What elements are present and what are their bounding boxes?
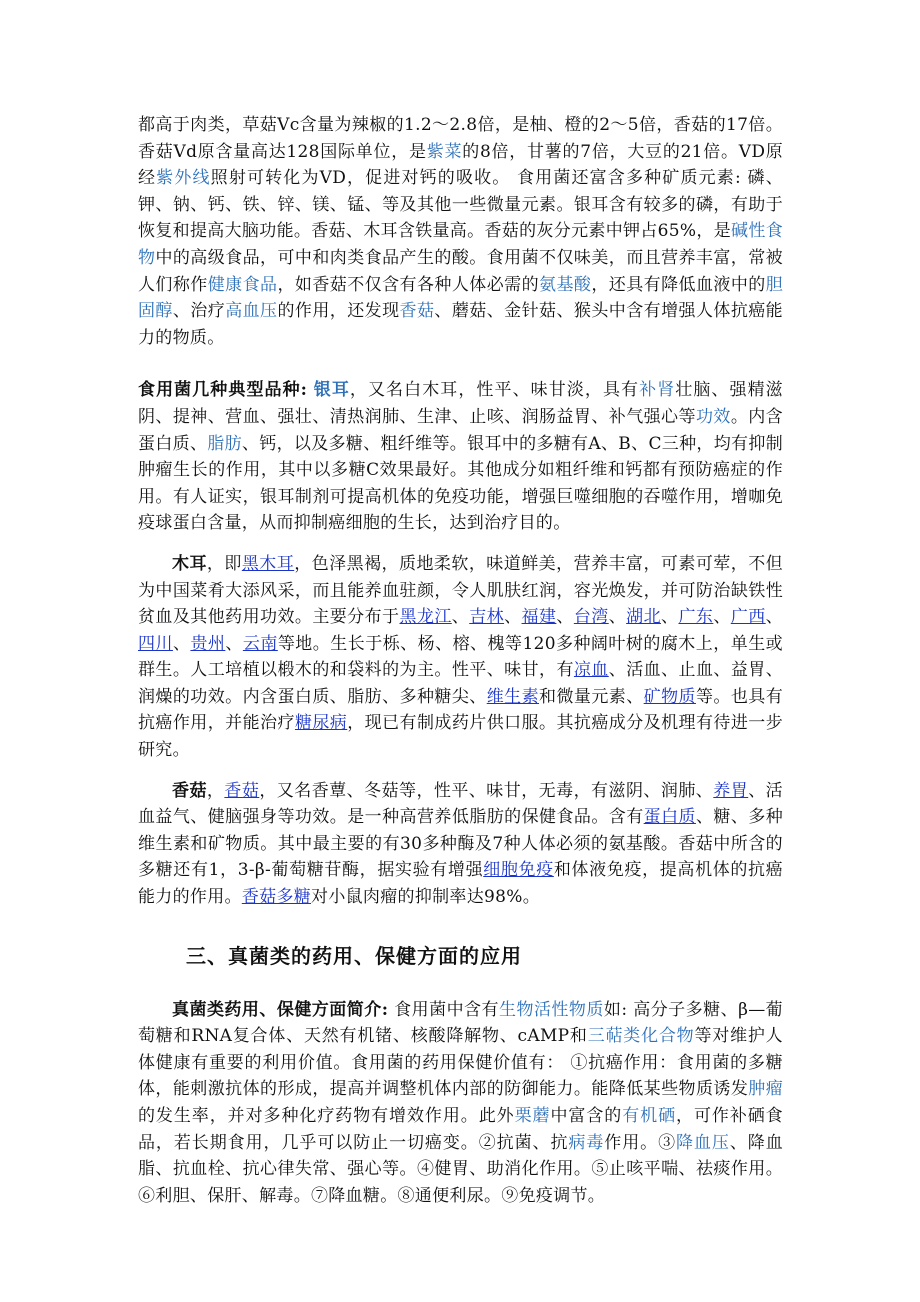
link-guangxi[interactable]: 广西 [730, 607, 766, 628]
paragraph-shiitake [138, 778, 783, 911]
text: 壮脑、强精滋阴、提神、营血、强壮、清热润肺、生津、止咳、润肠益胃、补气强心等 [138, 380, 783, 427]
link-health-food[interactable]: 健康食品 [207, 274, 278, 295]
lead-label: 真菌类药用、保健方面简介: [172, 999, 389, 1020]
separator: 、 [556, 607, 574, 628]
link-taiwan[interactable]: 台湾 [573, 607, 609, 628]
link-shiitake[interactable]: 香菇 [224, 780, 260, 801]
document-page [138, 112, 783, 1209]
text: ，可作补硒食品，若长期食用，几乎可以防止一切癌变。②抗菌、抗 [138, 1106, 783, 1153]
link-zicai[interactable]: 紫菜 [426, 141, 463, 162]
lead-label: 木耳 [172, 553, 207, 574]
link-bushen[interactable]: 补肾 [639, 380, 676, 401]
text: 的8倍，甘薯的7倍，大豆的21倍。VD原经 [138, 141, 783, 189]
text: ，即 [206, 553, 242, 574]
text: 的发生率，并对多种化疗药物有增效作用。此外 [138, 1106, 515, 1126]
link-guangdong[interactable]: 广东 [678, 607, 714, 628]
section-heading: 三、真菌类的药用、保健方面的应用 [186, 943, 522, 968]
link-jilin[interactable]: 吉林 [469, 607, 505, 628]
text: 作用。③ [604, 1132, 677, 1153]
text: 等地。生长于栎、杨、榕、槐等120多种阔叶树的腐木上，单生或群生。人工培植以椴木的和袋料的为主。性平、味甘，有 [138, 633, 783, 681]
separator: 、 [608, 607, 627, 628]
separator: 、 [172, 633, 191, 654]
link-lentinan[interactable]: 香菇多糖 [241, 887, 312, 908]
link-tremella[interactable]: 银耳 [313, 380, 350, 401]
separator: 、 [225, 633, 243, 654]
text: ，又名白木耳，性平、味甘淡，具有 [349, 380, 640, 401]
separator: 、 [713, 607, 731, 628]
link-efficacy[interactable]: 功效 [695, 406, 731, 427]
separator: 、 [451, 607, 470, 628]
link-triterpenoids[interactable]: 三萜类化合物 [587, 1026, 695, 1047]
paragraph-nutrition [138, 112, 783, 351]
text: ，色泽黑褐，质地柔软，味道鲜美，营养丰富，可素可荤，不但为中国菜肴大添风采，而且能养血驻颜，令人肌肤红润，容光焕发，并可防治缺铁性贫血及其他药用功效。主要分布于 [138, 553, 783, 628]
text: 和微量元素、 [539, 686, 644, 707]
text: ，如香菇不仅含有各种人体必需的 [277, 274, 540, 295]
link-sichuan[interactable]: 四川 [138, 633, 173, 654]
text: 、治疗 [172, 301, 226, 322]
link-black-fungus[interactable]: 黑木耳 [241, 553, 295, 574]
text: 照射可转化为VD，促进对钙的吸收。 食用菌还富含多种矿质元素: 磷、钾、钠、钙、铁、锌、镁、锰、等及其他一些微量元素。银耳含有较多的磷，有助于恢复和提高大脑功能。香菇、木耳含铁量高。香菇的灰分元素中钾占65%，是 [138, 168, 783, 242]
link-virus[interactable]: 病毒 [568, 1132, 605, 1153]
link-guizhou[interactable]: 贵州 [190, 633, 226, 654]
paragraph-tremella [138, 377, 783, 537]
link-mineral[interactable]: 矿物质 [643, 686, 696, 707]
text: 都高于肉类，草菇Vc含量为辣椒的1.2～2.8倍，是柚、橙的2～5倍，香菇的17倍。香菇Vd原含量高达128国际单位，是 [138, 115, 783, 162]
text: 中的高级食品，可中和肉类食品产生的酸。食用菌不仅味美，而且营养丰富，常被人们称作 [138, 247, 783, 295]
link-ultraviolet[interactable]: 紫外线 [156, 168, 211, 189]
text: ，又名香蕈、冬菇等，性平、味甘，无毒，有滋阴、润肺、 [259, 780, 714, 801]
paragraph-black-fungus [138, 551, 783, 764]
lead-label: 香菇 [172, 780, 207, 801]
text: 、活血益气、健脑强身等功效。是一种高营养低脂肪的保健食品。含有 [138, 780, 783, 828]
text: ， [206, 780, 225, 801]
separator: 、 [504, 607, 522, 628]
text: 。内含蛋白质、 [138, 406, 783, 454]
text: 中富含的 [550, 1106, 623, 1126]
text: 、蘑菇、金针菇、猴头中含有增强人体抗癌能力的物质。 [138, 301, 783, 348]
text: ，现已有制成药片供口服。其抗癌成分及机理有待进一步研究。 [138, 713, 784, 761]
link-liangxue[interactable]: 凉血 [573, 660, 609, 681]
lead-label: 食用菌几种典型品种: [138, 380, 308, 401]
link-yunnan[interactable]: 云南 [242, 633, 278, 654]
link-organic-selenium[interactable]: 有机硒 [622, 1106, 677, 1126]
paragraph-medicinal [138, 997, 783, 1210]
text: 等。也具有抗癌作用，并能治疗 [138, 686, 784, 734]
link-vitamin[interactable]: 维生素 [486, 686, 540, 707]
text: 食用菌中含有 [388, 999, 499, 1020]
link-lower-blood-pressure[interactable]: 降血压 [676, 1132, 730, 1153]
text: 、钙，以及多糖、粗纤维等。银耳中的多糖有A、B、C三种，均有抑制肿瘤生长的作用，其中以多糖C效果最好。其他成分如粗纤维和钙都有预防癌症的作用。有人证实，银耳制剂可提高机体的免疫功能，增强巨噬细胞的吞噬作用，增咖免疫球蛋白含量，从而抑制癌细胞的生长，达到治疗目的。 [138, 433, 783, 534]
link-cellular-immunity[interactable]: 细胞免疫 [483, 860, 554, 881]
link-diabetes[interactable]: 糖尿病 [294, 713, 348, 734]
text: 、降血脂、抗血栓、抗心律失常、强心等。④健胃、助消化作用。⑤止咳平喘、祛痰作用。⑥利胆、保肝、解毒。⑦降血糖。⑧通便利尿。⑨免疫调节。 [138, 1132, 783, 1206]
separator: 、 [661, 607, 679, 628]
link-cholesterol[interactable]: 胆固醇 [138, 274, 784, 322]
text: 如: 高分子多糖、β—葡萄糖和RNA复合体、天然有机锗、核酸降解物、cAMP和 [138, 999, 783, 1047]
text: 、活血、止血、益胃、润燥的功效。内含蛋白质、脂肪、多种糖尖、 [138, 660, 784, 707]
link-heilongjiang[interactable]: 黑龙江 [399, 607, 452, 628]
text: 的作用，还发现 [277, 301, 400, 322]
link-limo[interactable]: 栗蘑 [514, 1106, 551, 1126]
link-bioactive-substance[interactable]: 生物活性物质 [499, 999, 604, 1020]
link-protein[interactable]: 蛋白质 [643, 807, 696, 828]
text: 等对维护人体健康有重要的利用价值。食用菌的药用保健价值有： ①抗癌作用：食用菌的多糖体，能刺激抗体的形成，提高并调整机体内部的防御能力。能降低某些物质诱发 [138, 1026, 783, 1100]
link-fujian[interactable]: 福建 [521, 607, 557, 628]
separator: 、 [765, 607, 783, 628]
text: 对小鼠肉瘤的抑制率达98%。 [311, 887, 541, 908]
link-amino-acid[interactable]: 氨基酸 [539, 274, 592, 295]
link-tumor[interactable]: 肿瘤 [748, 1079, 784, 1100]
link-hubei[interactable]: 湖北 [626, 607, 662, 628]
text: 和体液免疫，提高机体的抗癌能力的作用。 [138, 860, 783, 908]
link-fat[interactable]: 脂肪 [207, 433, 242, 454]
link-shiitake[interactable]: 香菇 [399, 301, 435, 322]
link-alkaline-food[interactable]: 碱性食物 [138, 221, 783, 268]
text: ，还具有降低血液中的 [591, 274, 766, 295]
text: 、糖、多种维生素和矿物质。其中最主要的有30多种酶及7种人体必须的氨基酸。香菇中所含的多糖还有1，3-β-葡萄糖苷酶，据实验有增强 [138, 807, 783, 881]
link-nourish-stomach[interactable]: 养胃 [713, 780, 749, 801]
link-hypertension[interactable]: 高血压 [225, 301, 278, 322]
